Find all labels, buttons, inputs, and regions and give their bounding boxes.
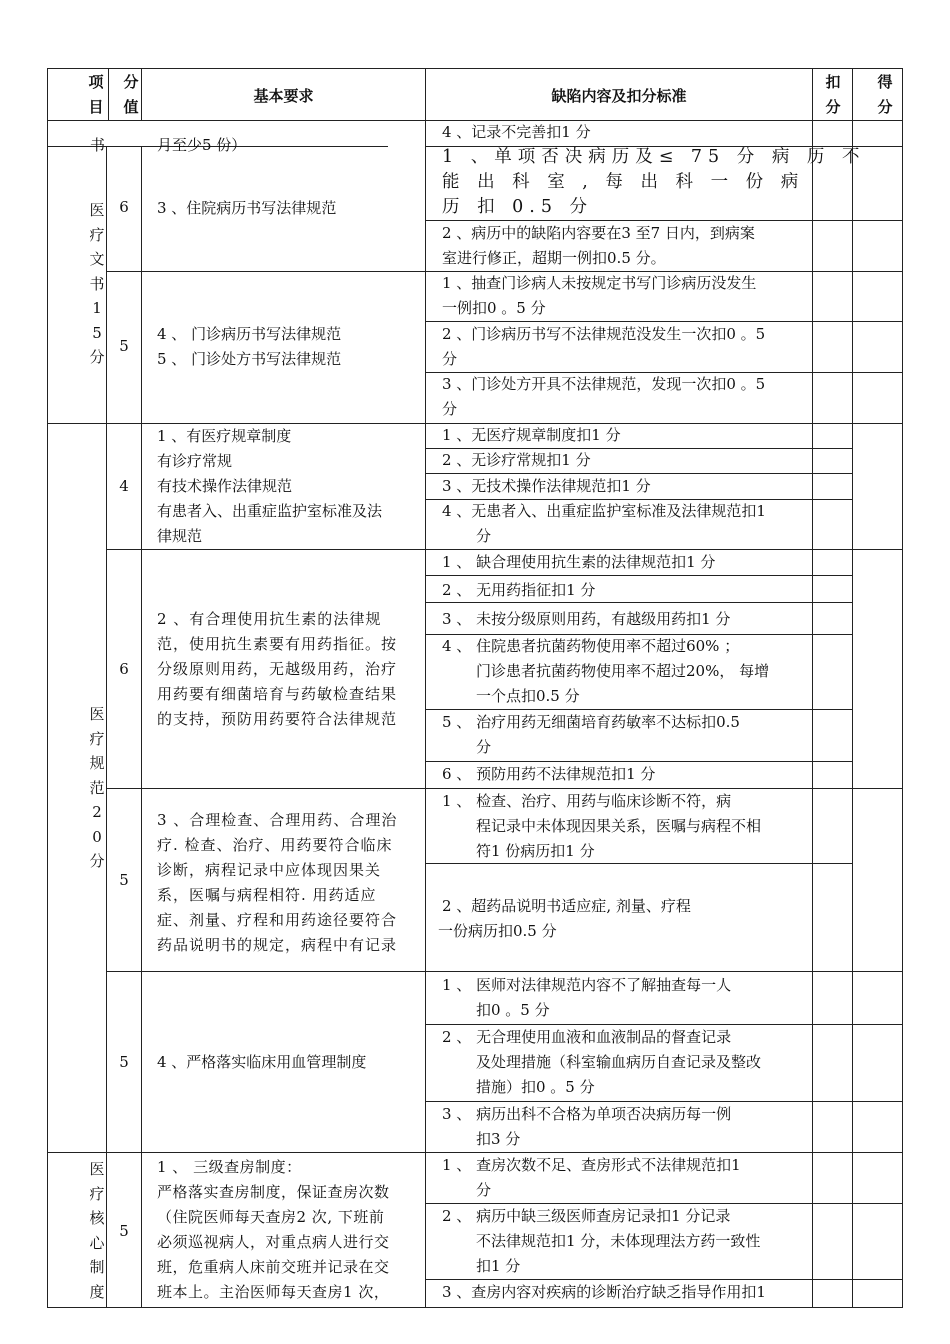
defect-item: 2 、超药品说明书适应症, 剂量、疗程 一份病历扣0.5 分 <box>438 897 691 940</box>
defect-item: 3 、查房内容对疾病的诊断治疗缺乏指导作用扣1 <box>442 1283 766 1301</box>
carryover-basic: 月至少5 份） <box>157 136 247 154</box>
score-value: 6 <box>119 198 129 216</box>
defect-item: 1 、无医疗规章制度扣1 分 <box>442 426 621 444</box>
table-border-right <box>902 68 903 1308</box>
defect-item: 1 、 查房次数不足、查房形式不法律规范扣1 分 <box>442 1156 741 1199</box>
basic-requirement: 2 、有合理使用抗生素的法律规 范，使用抗生素要有用药指征。按 分级原则用药，无越级用药，治疗 用药要有细菌培育与药敏检查结果 的支持，预防用药要符合法律规范 <box>157 610 398 728</box>
basic-requirement: 1 、有医疗规章制度 有诊疗常规 有技术操作法律规范 有患者入、出重症监护室标准及法 律规范 <box>157 427 383 545</box>
basic-requirement: 4 、严格落实临床用血管理制度 <box>157 1053 367 1071</box>
carryover-defect: 4 、记录不完善扣1 分 <box>442 123 591 141</box>
row-line <box>106 971 903 972</box>
defect-item: 2 、门诊病历书写不法律规范没发生一次扣0 。5 分 <box>442 325 766 368</box>
defect-item: 1 、 检查、治疗、用药与临床诊断不符，病 程记录中未体现因果关系，医嘱与病程不相 符1 份病历扣1 分 <box>442 792 762 860</box>
defect-item: 1 、 医师对法律规范内容不了解抽查每一人 扣0 。5 分 <box>442 976 732 1019</box>
carryover-item-char: 书 <box>90 136 106 154</box>
defect-item: 1 、抽查门诊病人未按规定书写门诊病历没发生 一例扣0 。5 分 <box>442 274 757 317</box>
row-line <box>425 575 852 576</box>
defect-item: 2 、 无用药指征扣1 分 <box>442 581 596 599</box>
defect-item: 6 、 预防用药不法律规范扣1 分 <box>442 765 656 783</box>
col-line-defect-left <box>425 68 426 1308</box>
defect-item: 1 、 缺合理使用抗生素的法律规范扣1 分 <box>442 553 716 571</box>
score-value: 4 <box>119 477 129 495</box>
defect-item: 4 、 住院患者抗菌药物使用率不超过60% ； 门诊患者抗菌药物使用率不超过20%， 每增 一个点扣0.5 分 <box>442 637 770 705</box>
basic-requirement: 3 、合理检查、合理用药、合理治 疗. 检查、治疗、用药要符合临床 诊断，病程记录中应体现因果关 系，医嘱与病程相符. 用药适应 症、剂量、疗程和用药途径要符合 药品说明书的规定，病程中有记录 <box>157 811 398 954</box>
header-got-label: 得 分 <box>877 73 893 116</box>
header-score-label: 分 值 <box>123 73 139 116</box>
score-value: 5 <box>119 1222 129 1240</box>
table-border-bottom <box>47 1307 903 1308</box>
defect-item: 2 、 无合理使用血液和血液制品的督查记录 及处理措施（科室输血病历自查记录及整改 措施）扣0 。5 分 <box>442 1028 762 1096</box>
section-label-doc: 医 疗 文 书 1 5 分 <box>89 201 105 366</box>
score-value: 6 <box>119 660 129 678</box>
defect-item: 2 、无诊疗常规扣1 分 <box>442 451 591 469</box>
basic-requirement: 4 、 门诊病历书写法律规范 5 、 门诊处方书写法律规范 <box>157 325 342 368</box>
col-line-deduct-left <box>812 68 813 1308</box>
basic-requirement: 3 、住院病历书写法律规范 <box>157 199 337 217</box>
defect-item: 3 、无技术操作法律规范扣1 分 <box>442 477 651 495</box>
header-deduct-label: 扣 分 <box>825 73 841 116</box>
defect-item: 3 、 病历出科不合格为单项否决病历每一例 扣3 分 <box>442 1105 732 1148</box>
section-label-core: 医 疗 核 心 制 度 <box>89 1160 105 1301</box>
col-line-score-left <box>108 68 109 120</box>
basic-requirement: 1 、 三级查房制度： 严格落实查房制度，保证查房次数 （住院医师每天查房2 次, 下班前 必须巡视病人，对重点病人进行交 班，危重病人床前交班并记录在交 班本上。主治医师每天查房1 次， <box>157 1158 390 1301</box>
defect-item: 1 、单项否决病历及≤ 75 分 病 历 不 能 出 科 室 , 每 出 科 一 份 病 历 扣 0.5 分 <box>442 147 866 217</box>
header-basic-requirements: 基本要求 <box>253 87 314 105</box>
defect-item: 2 、 病历中缺三级医师查房记录扣1 分记录 不法律规范扣1 分，未体现理法方药一致性 扣1 分 <box>442 1207 761 1275</box>
defect-item: 3 、门诊处方开具不法律规范，发现一次扣0 。5 分 <box>442 375 766 418</box>
table-border-top <box>47 68 903 69</box>
section-label-norm: 医 疗 规 范 2 0 分 <box>89 705 105 870</box>
score-value: 5 <box>119 337 129 355</box>
col-line-got-left <box>852 68 853 1308</box>
header-defect-criteria: 缺陷内容及扣分标准 <box>551 87 687 105</box>
header-item-label: 项 目 <box>88 73 104 116</box>
col-line-basic-left <box>141 146 142 1307</box>
defect-item: 4 、无患者入、出重症监护室标准及法律规范扣1 分 <box>442 502 766 545</box>
defect-item: 5 、 治疗用药无细菌培育药敏率不达标扣0.5 分 <box>442 713 740 756</box>
table-border-left <box>47 68 48 1308</box>
score-value: 5 <box>119 871 129 889</box>
defect-item: 2 、病历中的缺陷内容要在3 至7 日内，到病案 室进行修正，超期一例扣0.5 分。 <box>442 224 755 267</box>
defect-item: 3 、 未按分级原则用药，有越级用药扣1 分 <box>442 610 731 628</box>
score-value: 5 <box>119 1053 129 1071</box>
